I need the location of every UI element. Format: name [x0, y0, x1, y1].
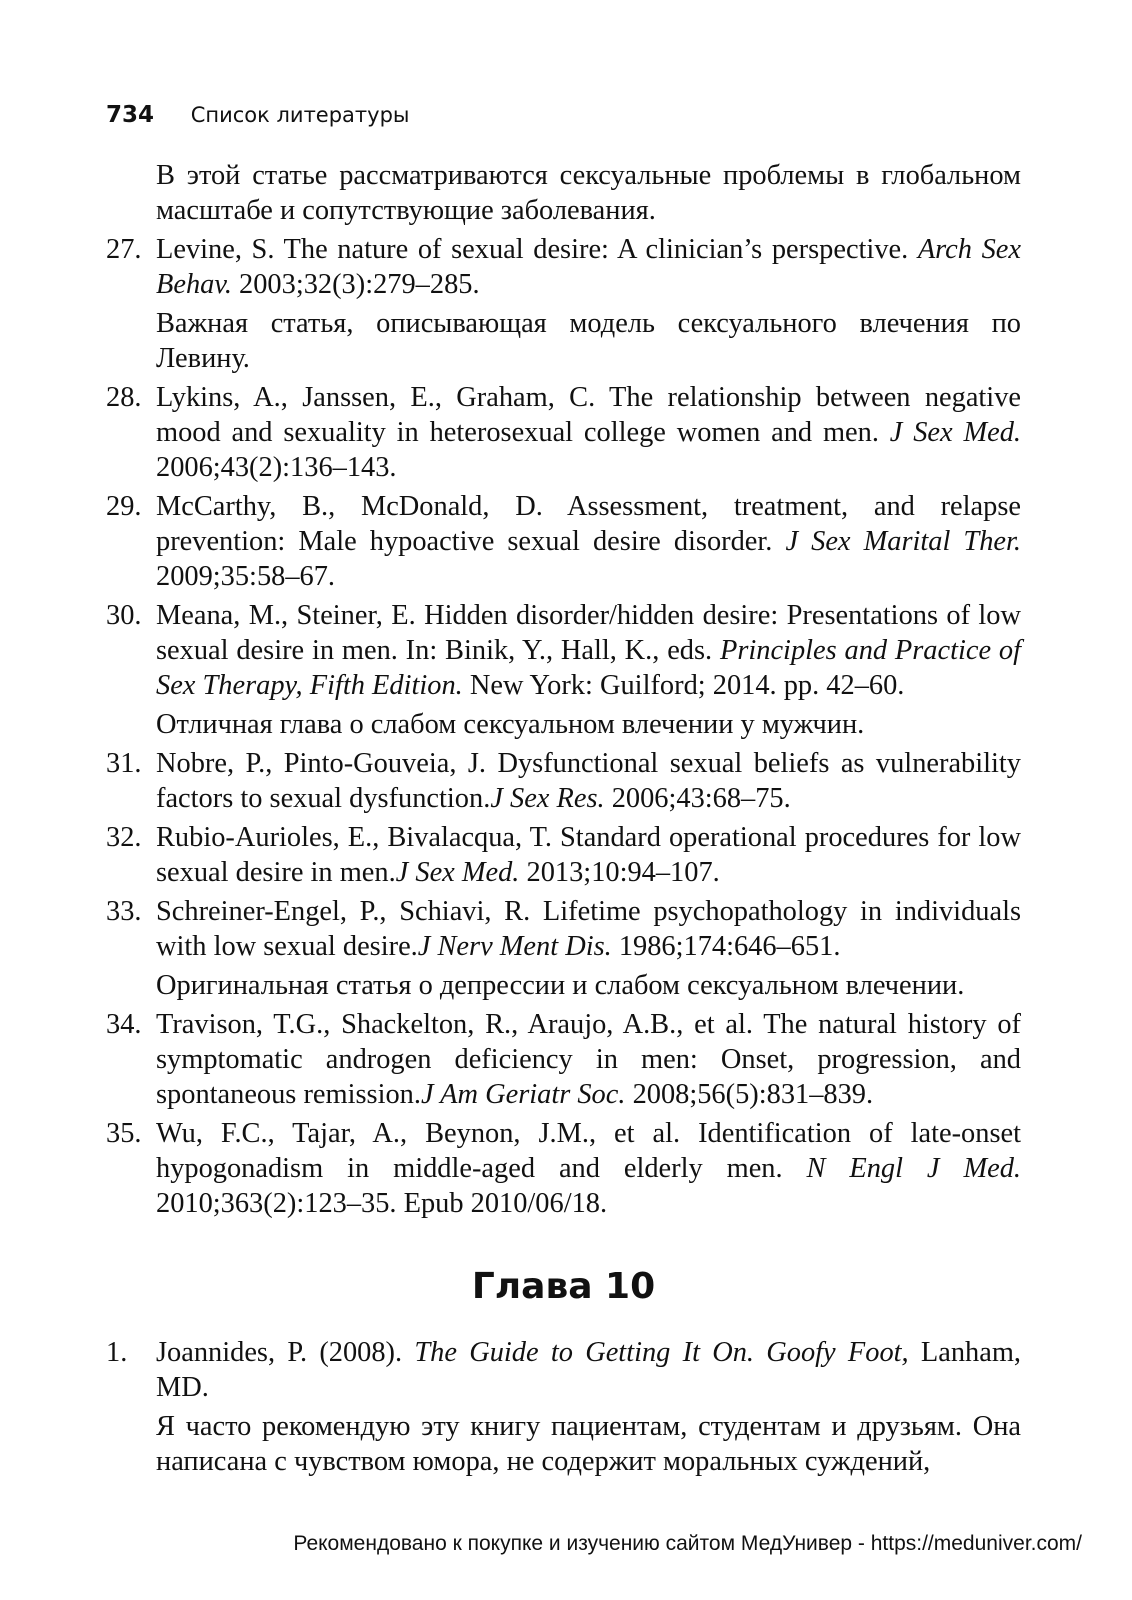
- reference-text: [156, 232, 1021, 302]
- reference-authors-title: Levine, S. The nature of sexual desire: A clinician’s perspective.: [156, 234, 918, 265]
- reference-details: 2006;43(2):136–143.: [156, 452, 397, 483]
- reference-number: 30.: [106, 600, 142, 631]
- reference-number: 31.: [106, 748, 142, 779]
- reference-text: [156, 380, 1021, 485]
- reference-entry: [106, 380, 1021, 485]
- reference-journal: J Sex Med.: [889, 417, 1021, 448]
- reference-number: 29.: [106, 491, 142, 522]
- reference-entry: [106, 1335, 1021, 1405]
- reference-text: [156, 746, 1021, 816]
- reference-text: [156, 894, 1021, 964]
- reference-entry: [106, 820, 1021, 890]
- page-number: 734: [106, 102, 155, 128]
- reference-authors-title: Lykins, A., Janssen, E., Graham, C. The relationship between negative mood and sexuality in heterosexual college women and men.: [156, 382, 1021, 448]
- reference-details: Lanham, MD.: [156, 1337, 1021, 1403]
- footer-watermark: Рекомендовано к покупке и изучению сайтом МедУнивер - https://meduniver.com/: [293, 1532, 1082, 1555]
- reference-details: 2003;32(3):279–285.: [231, 269, 480, 300]
- reference-authors-title: Rubio-Aurioles, E., Bivalacqua, T. Standard operational procedures for low sexual desire in men.: [156, 822, 1021, 888]
- reference-authors-title: Travison, T.G., Shackelton, R., Araujo, A.B., et al. The natural history of symptomatic androgen deficiency in men: Onset, progression, and spontaneous remission.: [156, 1009, 1021, 1110]
- reference-number: 27.: [106, 234, 142, 265]
- reference-text: [156, 598, 1021, 703]
- reference-list: [106, 232, 1021, 1221]
- reference-authors-title: Meana, M., Steiner, E. Hidden disorder/hidden desire: Presentations of low sexual desire in men. In: Binik, Y., Hall, K., eds.: [156, 600, 1021, 666]
- reference-number: 34.: [106, 1009, 142, 1040]
- reference-authors-title: Joannides, P. (2008).: [156, 1337, 415, 1368]
- reference-note: Важная статья, описывающая модель сексуального влечения по Левину.: [156, 308, 1021, 374]
- reference-details: 1986;174:646–651.: [611, 931, 841, 962]
- reference-journal: J Sex Marital Ther.: [785, 526, 1021, 557]
- page-header: [106, 100, 410, 130]
- reference-journal: J Sex Med.: [395, 857, 520, 888]
- reference-authors-title: Schreiner-Engel, P., Schiavi, R. Lifetime psychopathology in individuals with low sexual desire.: [156, 896, 1021, 962]
- reference-note: Оригинальная статья о депрессии и слабом сексуальном влечении.: [156, 970, 965, 1001]
- reference-journal: J Am Geriatr Soc.: [420, 1079, 626, 1110]
- reference-number: 35.: [106, 1118, 142, 1149]
- reference-details: 2013;10:94–107.: [519, 857, 720, 888]
- reference-number: 32.: [106, 822, 142, 853]
- reference-details: New York: Guilford; 2014. pp. 42–60.: [462, 670, 905, 701]
- reference-text: [156, 1007, 1021, 1112]
- reference-note: В этой статье рассматриваются сексуальные проблемы в глобальном масштабе и сопутствующие заболевания.: [156, 160, 1021, 226]
- page-content: [106, 158, 1021, 1483]
- reference-number: 33.: [106, 896, 142, 927]
- reference-note: Я часто рекомендую эту книгу пациентам, студентам и друзьям. Она написана с чувством юмора, не содержит моральных суждений,: [156, 1411, 1021, 1477]
- reference-details: 2008;56(5):831–839.: [625, 1079, 874, 1110]
- reference-entry: [106, 1007, 1021, 1112]
- reference-authors-title: Wu, F.C., Tajar, A., Beynon, J.M., et al. Identification of late-onset hypogonadism in middle-aged and elderly men.: [156, 1118, 1021, 1184]
- reference-number: 1.: [106, 1337, 128, 1368]
- reference-journal: Principles and Practice of Sex Therapy, Fifth Edition.: [156, 635, 1021, 701]
- reference-entry: [106, 232, 1021, 302]
- reference-text: [156, 489, 1021, 594]
- reference-entry: [106, 746, 1021, 816]
- chapter-reference-list: [106, 1335, 1021, 1479]
- reference-authors-title: McCarthy, B., McDonald, D. Assessment, treatment, and relapse prevention: Male hypoactive sexual desire disorder.: [156, 491, 1021, 557]
- reference-text: [156, 1116, 1021, 1221]
- reference-journal: J Nerv Ment Dis.: [417, 931, 612, 962]
- reference-journal: N Engl J Med.: [806, 1153, 1021, 1184]
- reference-entry: [106, 598, 1021, 703]
- reference-text: [156, 1335, 1021, 1405]
- reference-note: Отличная глава о слабом сексуальном влечении у мужчин.: [156, 709, 865, 740]
- reference-authors-title: Nobre, P., Pinto-Gouveia, J. Dysfunctional sexual beliefs as vulnerability factors to sexual dysfunction.: [156, 748, 1021, 814]
- reference-journal: Arch Sex Behav.: [156, 234, 1021, 300]
- reference-entry: [106, 489, 1021, 594]
- reference-journal: J Sex Res.: [490, 783, 605, 814]
- reference-text: [156, 820, 1021, 890]
- reference-details: 2010;363(2):123–35. Epub 2010/06/18.: [156, 1188, 608, 1219]
- reference-entry: [106, 894, 1021, 964]
- reference-entry: [106, 1116, 1021, 1221]
- chapter-heading: Глава 10: [471, 1266, 656, 1307]
- reference-number: 28.: [106, 382, 142, 413]
- reference-details: 2009;35:58–67.: [156, 561, 336, 592]
- reference-details: 2006;43:68–75.: [604, 783, 791, 814]
- reference-journal: The Guide to Getting It On. Goofy Foot,: [414, 1337, 909, 1368]
- running-title: Список литературы: [190, 103, 410, 127]
